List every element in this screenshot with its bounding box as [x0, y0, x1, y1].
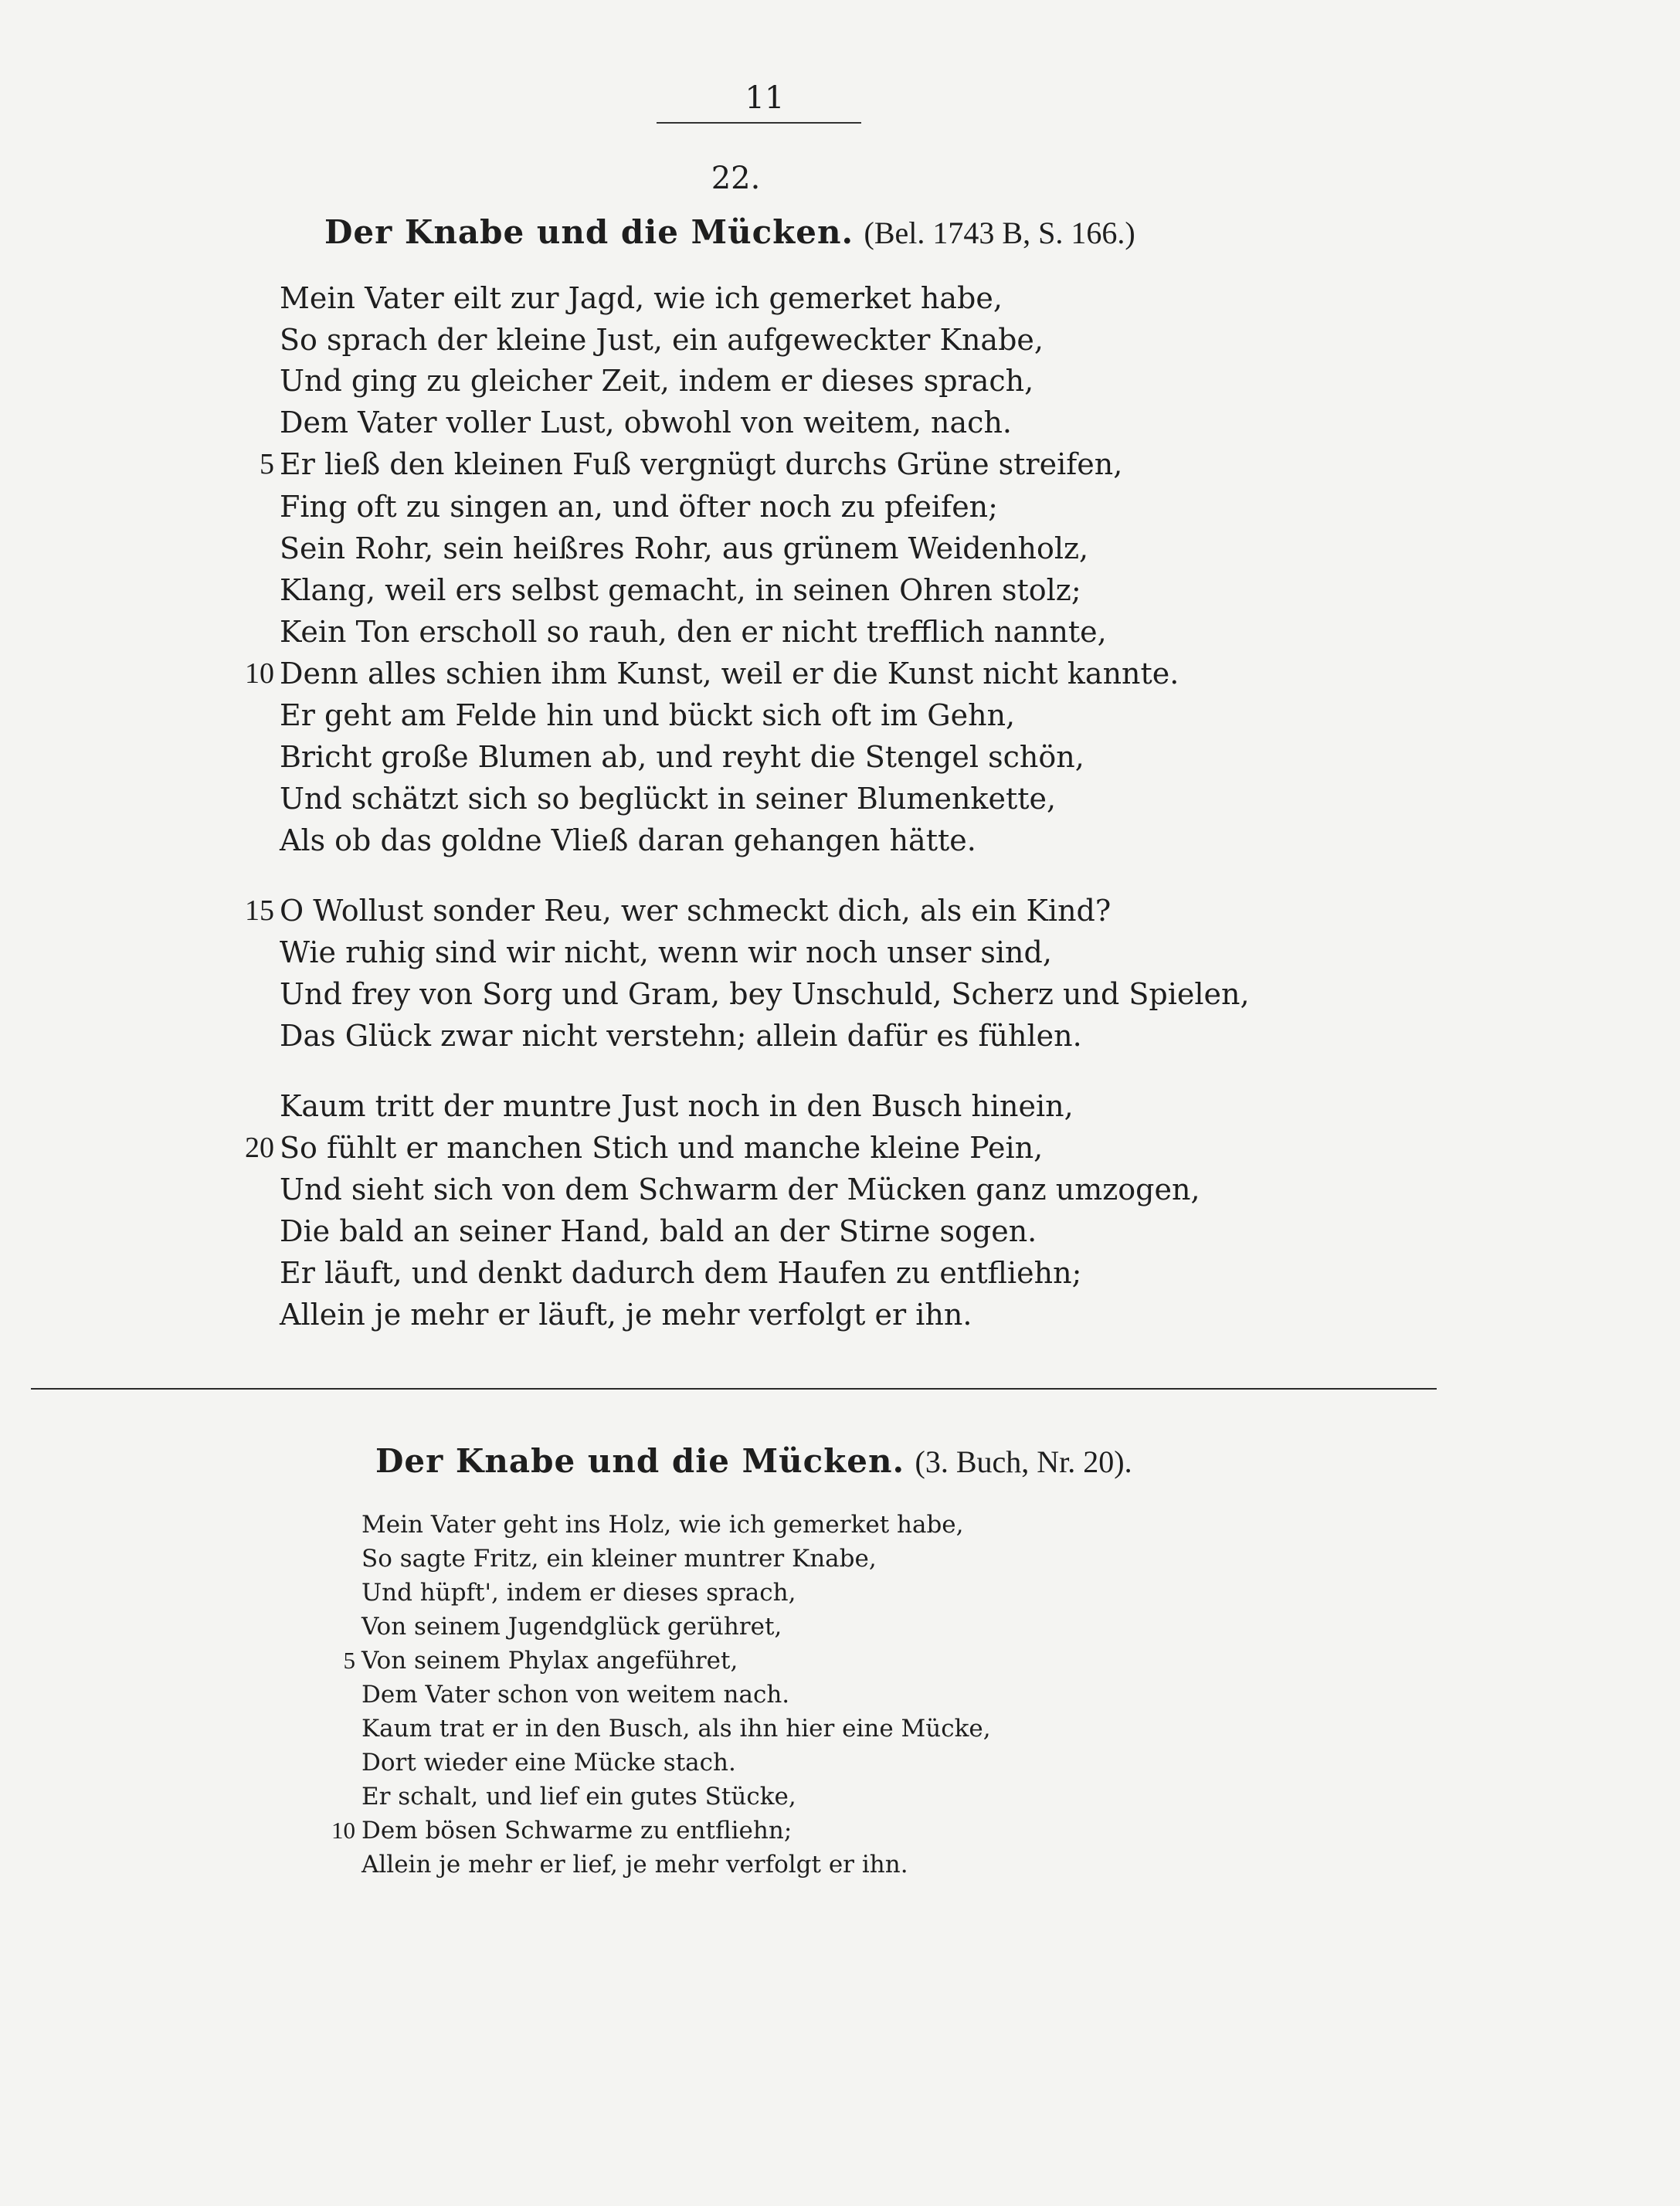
verse-line: Kaum trat er in den Busch, als ihn hier eine Mücke,: [361, 1715, 991, 1743]
verse-line: Klang, weil ers selbst gemacht, in seinen Ohren stolz;: [280, 573, 1081, 607]
verse-line: Dem bösen Schwarme zu entfliehn;: [361, 1817, 792, 1845]
verse-line: Fing oft zu singen an, und öfter noch zu pfeifen;: [280, 490, 998, 524]
poem-2-title: Der Knabe und die Mücken.: [375, 1442, 905, 1480]
poem-1-title-line: [324, 213, 1135, 251]
verse-line: Er läuft, und denkt dadurch dem Haufen zu entfliehn;: [280, 1256, 1082, 1290]
verse-line: Dem Vater voller Lust, obwohl von weitem, nach.: [280, 406, 1012, 440]
section-divider: [31, 1388, 1437, 1390]
line-number: 20: [245, 1132, 274, 1164]
verse-line: Und frey von Sorg und Gram, bey Unschuld, Scherz und Spielen,: [280, 977, 1250, 1011]
line-number: 5: [343, 1647, 355, 1674]
verse-line: Kaum tritt der muntre Just noch in den Busch hinein,: [280, 1089, 1074, 1123]
poem-2-reference: (3. Buch, Nr. 20).: [915, 1444, 1132, 1479]
verse-line: Als ob das goldne Vließ daran gehangen hätte.: [280, 823, 976, 857]
verse-line: O Wollust sonder Reu, wer schmeckt dich, als ein Kind?: [280, 894, 1112, 928]
line-number: 10: [331, 1817, 355, 1844]
verse-line: So fühlt er manchen Stich und manche kleine Pein,: [280, 1131, 1044, 1165]
verse-line: Allein je mehr er läuft, je mehr verfolgt er ihn.: [280, 1298, 972, 1332]
verse-line: Und sieht sich von dem Schwarm der Mücken ganz umzogen,: [280, 1173, 1200, 1207]
verse-line: Die bald an seiner Hand, bald an der Stirne sogen.: [280, 1214, 1037, 1248]
header-rule: [657, 122, 861, 124]
verse-line: Das Glück zwar nicht verstehn; allein dafür es fühlen.: [280, 1019, 1082, 1053]
verse-line: Er ließ den kleinen Fuß vergnügt durchs Grüne streifen,: [280, 447, 1123, 481]
verse-line: Mein Vater eilt zur Jagd, wie ich gemerket habe,: [280, 281, 1003, 315]
verse-line: Von seinem Phylax angeführet,: [361, 1647, 738, 1675]
verse-line: Kein Ton erscholl so rauh, den er nicht trefflich nannte,: [280, 615, 1107, 649]
verse-line: Er schalt, und lief ein gutes Stücke,: [361, 1783, 796, 1811]
line-number: 10: [245, 657, 274, 690]
poem-1-title: Der Knabe und die Mücken.: [324, 213, 854, 251]
verse-line: Wie ruhig sind wir nicht, wenn wir noch unser sind,: [280, 935, 1052, 969]
verse-line: Er geht am Felde hin und bückt sich oft im Gehn,: [280, 698, 1016, 732]
page-number: 11: [745, 80, 785, 116]
verse-line: Sein Rohr, sein heißres Rohr, aus grünem Weidenholz,: [280, 531, 1089, 565]
verse-line: Von seinem Jugendglück gerühret,: [361, 1613, 782, 1641]
verse-line: Mein Vater geht ins Holz, wie ich gemerket habe,: [361, 1511, 964, 1539]
verse-line: So sagte Fritz, ein kleiner muntrer Knabe,: [361, 1545, 877, 1573]
verse-line: So sprach der kleine Just, ein aufgeweckter Knabe,: [280, 323, 1044, 357]
verse-line: Und ging zu gleicher Zeit, indem er dieses sprach,: [280, 364, 1034, 398]
verse-line: Dem Vater schon von weitem nach.: [361, 1681, 790, 1709]
poem-1-reference: (Bel. 1743 B, S. 166.): [864, 216, 1135, 250]
verse-line: Dort wieder eine Mücke stach.: [361, 1749, 736, 1777]
line-number: 15: [245, 894, 274, 927]
verse-line: Denn alles schien ihm Kunst, weil er die Kunst nicht kannte.: [280, 657, 1179, 691]
line-number: 5: [260, 448, 274, 480]
verse-line: Allein je mehr er lief, je mehr verfolgt er ihn.: [361, 1851, 908, 1878]
poem-2-title-line: [375, 1442, 1132, 1480]
poem-number: 22.: [711, 161, 761, 196]
verse-line: Und hüpft', indem er dieses sprach,: [361, 1579, 796, 1607]
verse-line: Bricht große Blumen ab, und reyht die Stengel schön,: [280, 740, 1084, 774]
verse-line: Und schätzt sich so beglückt in seiner Blumenkette,: [280, 782, 1057, 816]
